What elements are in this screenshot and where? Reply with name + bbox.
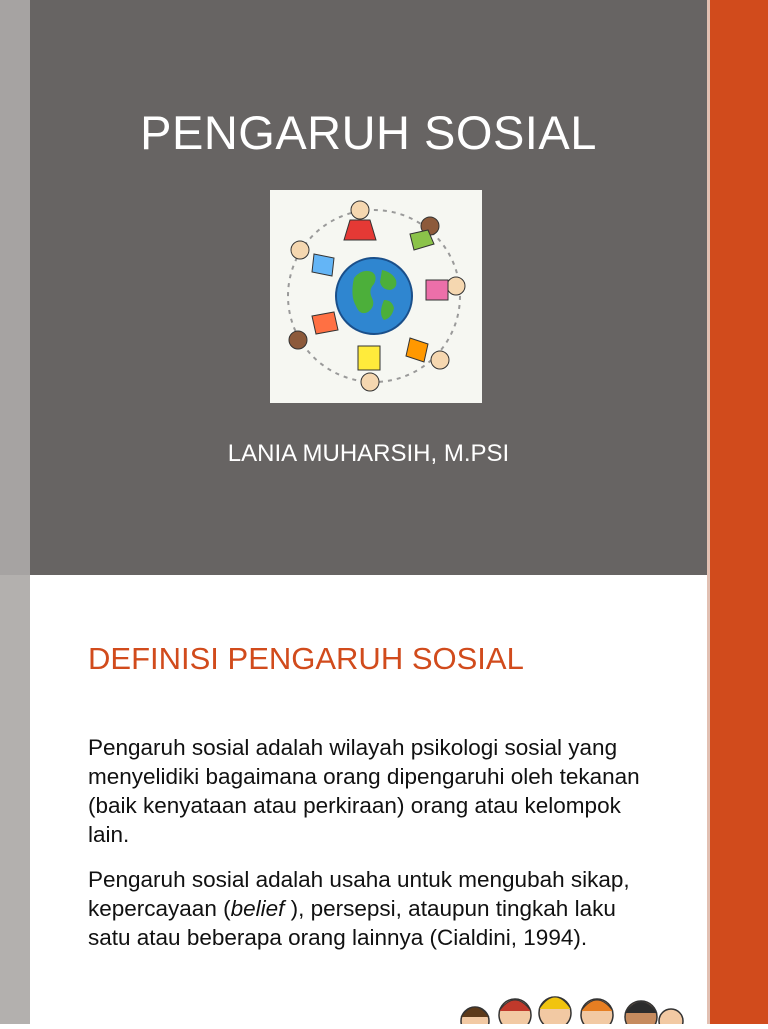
slide-title: PENGARUH SOSIAL — [140, 106, 597, 159]
globe-icon — [336, 258, 412, 334]
definition-paragraph-2 — [88, 865, 648, 952]
paragraph-2-text-end: ), persepsi, ataupun tingkah laku satu atau beberapa orang lainnya (Cialdini, 1994). — [88, 896, 616, 950]
right-accent-strip — [707, 0, 768, 1024]
belief-term: belief — [230, 896, 285, 921]
child-top — [344, 201, 376, 240]
title-slide — [30, 0, 707, 575]
definition-paragraph-1: Pengaruh sosial adalah wilayah psikologi sosial yang menyelidiki bagaimana orang dipengaruhi oleh tekanan (baik kenyataan atau perkiraan) orang atau kelompok lain. — [88, 735, 640, 847]
paragraph-2-text-start: Pengaruh sosial adalah usaha untuk mengubah sikap, kepercayaan ( — [88, 867, 630, 921]
children-around-globe-illustration — [270, 190, 482, 403]
child-bottom — [358, 346, 380, 391]
group-of-people-illustration — [455, 985, 685, 1024]
child-bottom-right — [406, 338, 449, 369]
author-name: LANIA MUHARSIH, M.PSI — [227, 440, 510, 467]
children-around-globe-svg — [270, 190, 482, 403]
left-side-strip — [0, 0, 30, 575]
definition-slide — [30, 575, 707, 1024]
child-top-right — [410, 217, 439, 250]
right-strip-edge — [707, 0, 710, 1024]
child-left — [291, 241, 334, 276]
people-heads-svg — [455, 985, 685, 1024]
section-heading: DEFINISI PENGARUH SOSIAL — [88, 641, 524, 676]
child-bottom-left — [289, 312, 338, 349]
left-side-strip-lower — [0, 575, 30, 1024]
